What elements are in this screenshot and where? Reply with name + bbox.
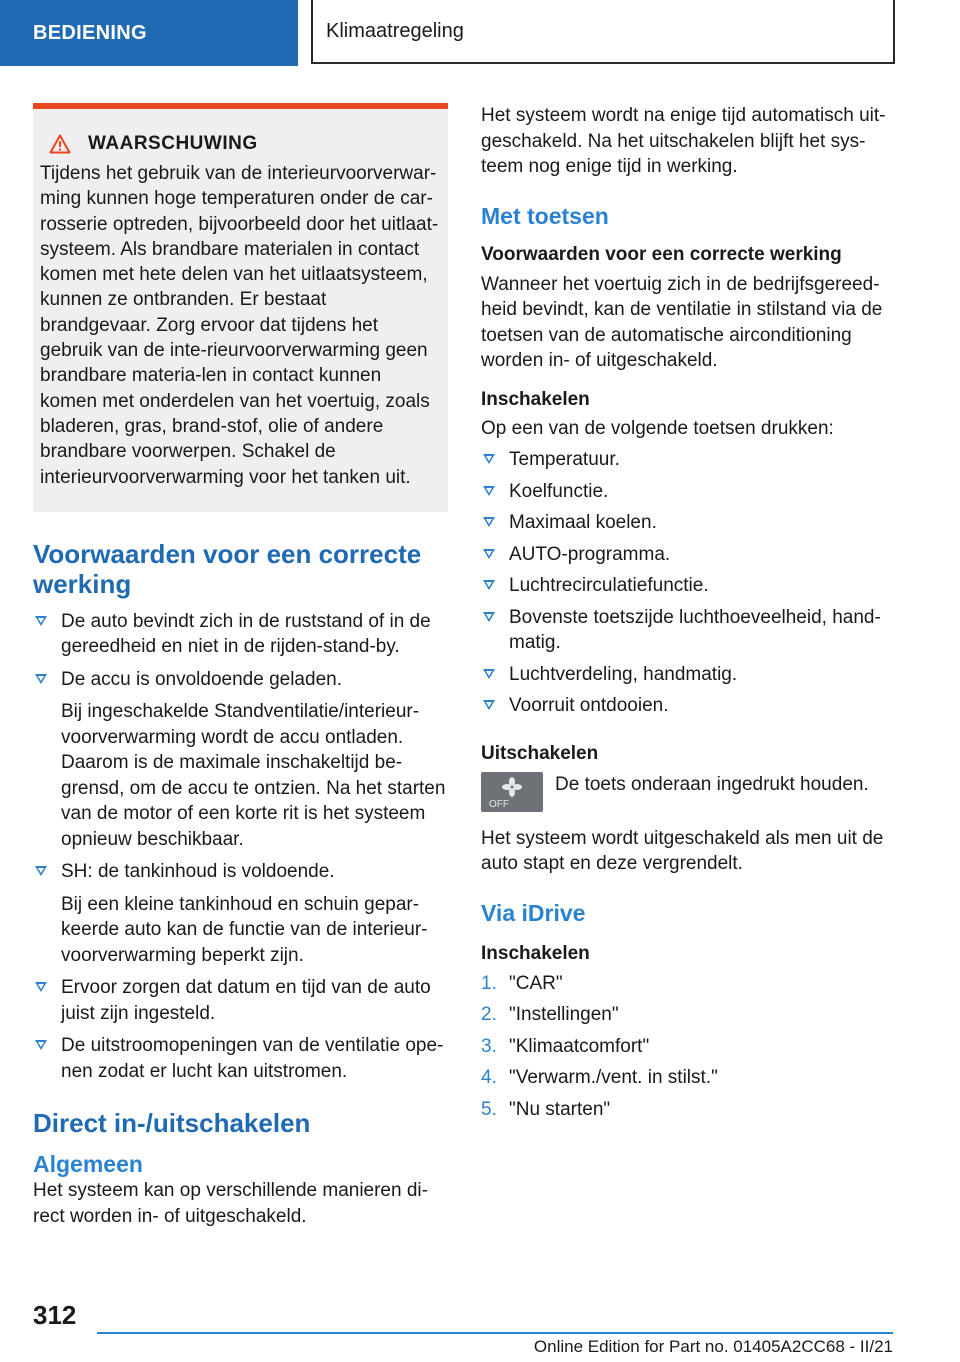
conditions-list bbox=[33, 609, 448, 1085]
list-item: De uitstroomopeningen van de ventilatie ope-nen zodat er lucht kan uitstromen. bbox=[33, 1033, 448, 1084]
switch-off-row bbox=[481, 772, 893, 812]
warning-title-text: WAARSCHUWING bbox=[88, 133, 258, 154]
list-item: Ervoor zorgen dat datum en tijd van de auto juist zijn ingesteld. bbox=[33, 975, 448, 1026]
auto-off-text: Het systeem wordt na enige tijd automatisch uit-geschakeld. Na het uitschakelen blijft het sys-teem nog enige tijd in werking. bbox=[481, 105, 886, 177]
idrive-steps bbox=[481, 971, 893, 1123]
bullet-triangle-icon bbox=[35, 866, 47, 876]
bullet-triangle-icon bbox=[483, 612, 495, 622]
chapter-title: Klimaatregeling bbox=[326, 19, 464, 42]
conditions-heading: Voorwaarden voor een correcte werking bbox=[33, 538, 422, 599]
section-tab bbox=[0, 0, 298, 66]
bullet-triangle-icon bbox=[35, 616, 47, 626]
list-item: Voorruit ontdooien. bbox=[481, 693, 893, 719]
bullet-triangle-icon bbox=[483, 549, 495, 559]
list-item: SH: de tankinhoud is voldoende. Bij een kleine tankinhoud en schuin gepar-keerde auto kan de functie van de interieur-voorverwarming beperkt zijn. bbox=[33, 859, 448, 968]
list-item: Bovenste toetszijde luchthoeveelheid, hand-matig. bbox=[481, 605, 893, 656]
buttons-heading: Met toetsen bbox=[481, 202, 609, 229]
list-item: 4. "Verwarm./vent. in stilst." bbox=[481, 1067, 718, 1088]
bullet-triangle-icon bbox=[483, 486, 495, 496]
list-item: De auto bevindt zich in de ruststand of in de gereedheid en niet in de rijden-stand-by. bbox=[33, 609, 448, 660]
list-item: De accu is onvoldoende geladen. Bij ingeschakelde Standventilatie/interieur-voorverwarming wordt de accu ontladen. Daarom is de maximale inschakeltijd be-grensd, om de accu te ontzien. Na het starten van de motor of een korte rit is het systeem opnieuw beschikbaar. bbox=[33, 667, 448, 853]
requirements-heading: Voorwaarden voor een correcte werking bbox=[481, 243, 842, 265]
idrive-on-heading: Inschakelen bbox=[481, 942, 590, 964]
bullet-triangle-icon bbox=[483, 580, 495, 590]
page-number: 312 bbox=[33, 1300, 77, 1330]
switch-off-note: Het systeem wordt uitgeschakeld als men uit de auto stapt en deze vergrendelt. bbox=[481, 827, 884, 874]
list-item: Maximaal koelen. bbox=[481, 510, 893, 536]
bullet-triangle-icon bbox=[483, 517, 495, 527]
list-item: 1. "CAR" bbox=[481, 972, 563, 994]
list-item: 3. "Klimaatcomfort" bbox=[481, 1035, 650, 1057]
switch-on-text: Op een van de volgende toetsen drukken: bbox=[481, 417, 834, 439]
list-item: Luchtverdeling, handmatig. bbox=[481, 662, 893, 688]
switch-off-text: De toets onderaan ingedrukt houden. bbox=[555, 773, 869, 795]
warning-text: Tijdens het gebruik van de interieurvoorverwar-ming kunnen hoge temperaturen onder de car-rosserie optreden, bijvoorbeeld door het uitlaat-systeem. Als brandbare materialen in contact komen met hete delen van het uitlaatsysteem, kunnen ze ontbranden. Er bestaat brandgevaar. Zorg ervoor dat tijdens het gebruik van de inte-rieurvoorverwarming geen brandbare materia-len in contact kunnen komen met onderdelen van het voertuig, zoals bladeren, gras, brand-stof, olie of andere brandbare voorwerpen. Schakel de interieurvoorverwarming voor het tanken uit. bbox=[40, 163, 439, 488]
requirements-text: Wanneer het voertuig zich in de bedrijfsgereed-heid bevindt, kan de ventilatie in stilstand via de toetsen van de automatische airconditioning worden in- of uitgeschakeld. bbox=[481, 273, 883, 371]
list-item: AUTO-programma. bbox=[481, 542, 893, 568]
section-title: BEDIENING bbox=[33, 21, 147, 44]
warning-box bbox=[33, 103, 448, 512]
bullet-triangle-icon bbox=[483, 454, 495, 464]
footer-divider bbox=[97, 1332, 893, 1334]
chapter-header bbox=[311, 0, 895, 64]
right-column bbox=[481, 103, 893, 1122]
general-text: Het systeem kan op verschillende manieren di-rect worden in- of uitgeschakeld. bbox=[33, 1180, 428, 1227]
bullet-triangle-icon bbox=[483, 700, 495, 710]
switch-on-list bbox=[481, 447, 893, 719]
bullet-triangle-icon bbox=[35, 674, 47, 684]
bullet-triangle-icon bbox=[35, 1040, 47, 1050]
direct-heading: Direct in-/uitschakelen bbox=[33, 1108, 311, 1139]
warning-triangle-icon bbox=[49, 134, 71, 154]
bullet-triangle-icon bbox=[35, 982, 47, 992]
list-item: 2. "Instellingen" bbox=[481, 1004, 619, 1025]
left-column bbox=[33, 103, 448, 1229]
fan-off-button-icon bbox=[481, 772, 543, 812]
list-item: Koelfunctie. bbox=[481, 479, 893, 505]
fan-off-label: OFF bbox=[489, 798, 509, 810]
list-item: Temperatuur. bbox=[481, 447, 893, 473]
switch-on-heading: Inschakelen bbox=[481, 388, 590, 410]
list-item: Luchtrecirculatiefunctie. bbox=[481, 573, 893, 599]
list-item: 5. "Nu starten" bbox=[481, 1098, 611, 1120]
warning-title bbox=[40, 133, 440, 155]
idrive-heading: Via iDrive bbox=[481, 899, 586, 926]
switch-off-heading: Uitschakelen bbox=[481, 742, 599, 764]
bullet-triangle-icon bbox=[483, 669, 495, 679]
footer-edition: Online Edition for Part no. 01405A2CC68 - II/21 bbox=[533, 1337, 893, 1356]
general-heading: Algemeen bbox=[33, 1151, 143, 1178]
